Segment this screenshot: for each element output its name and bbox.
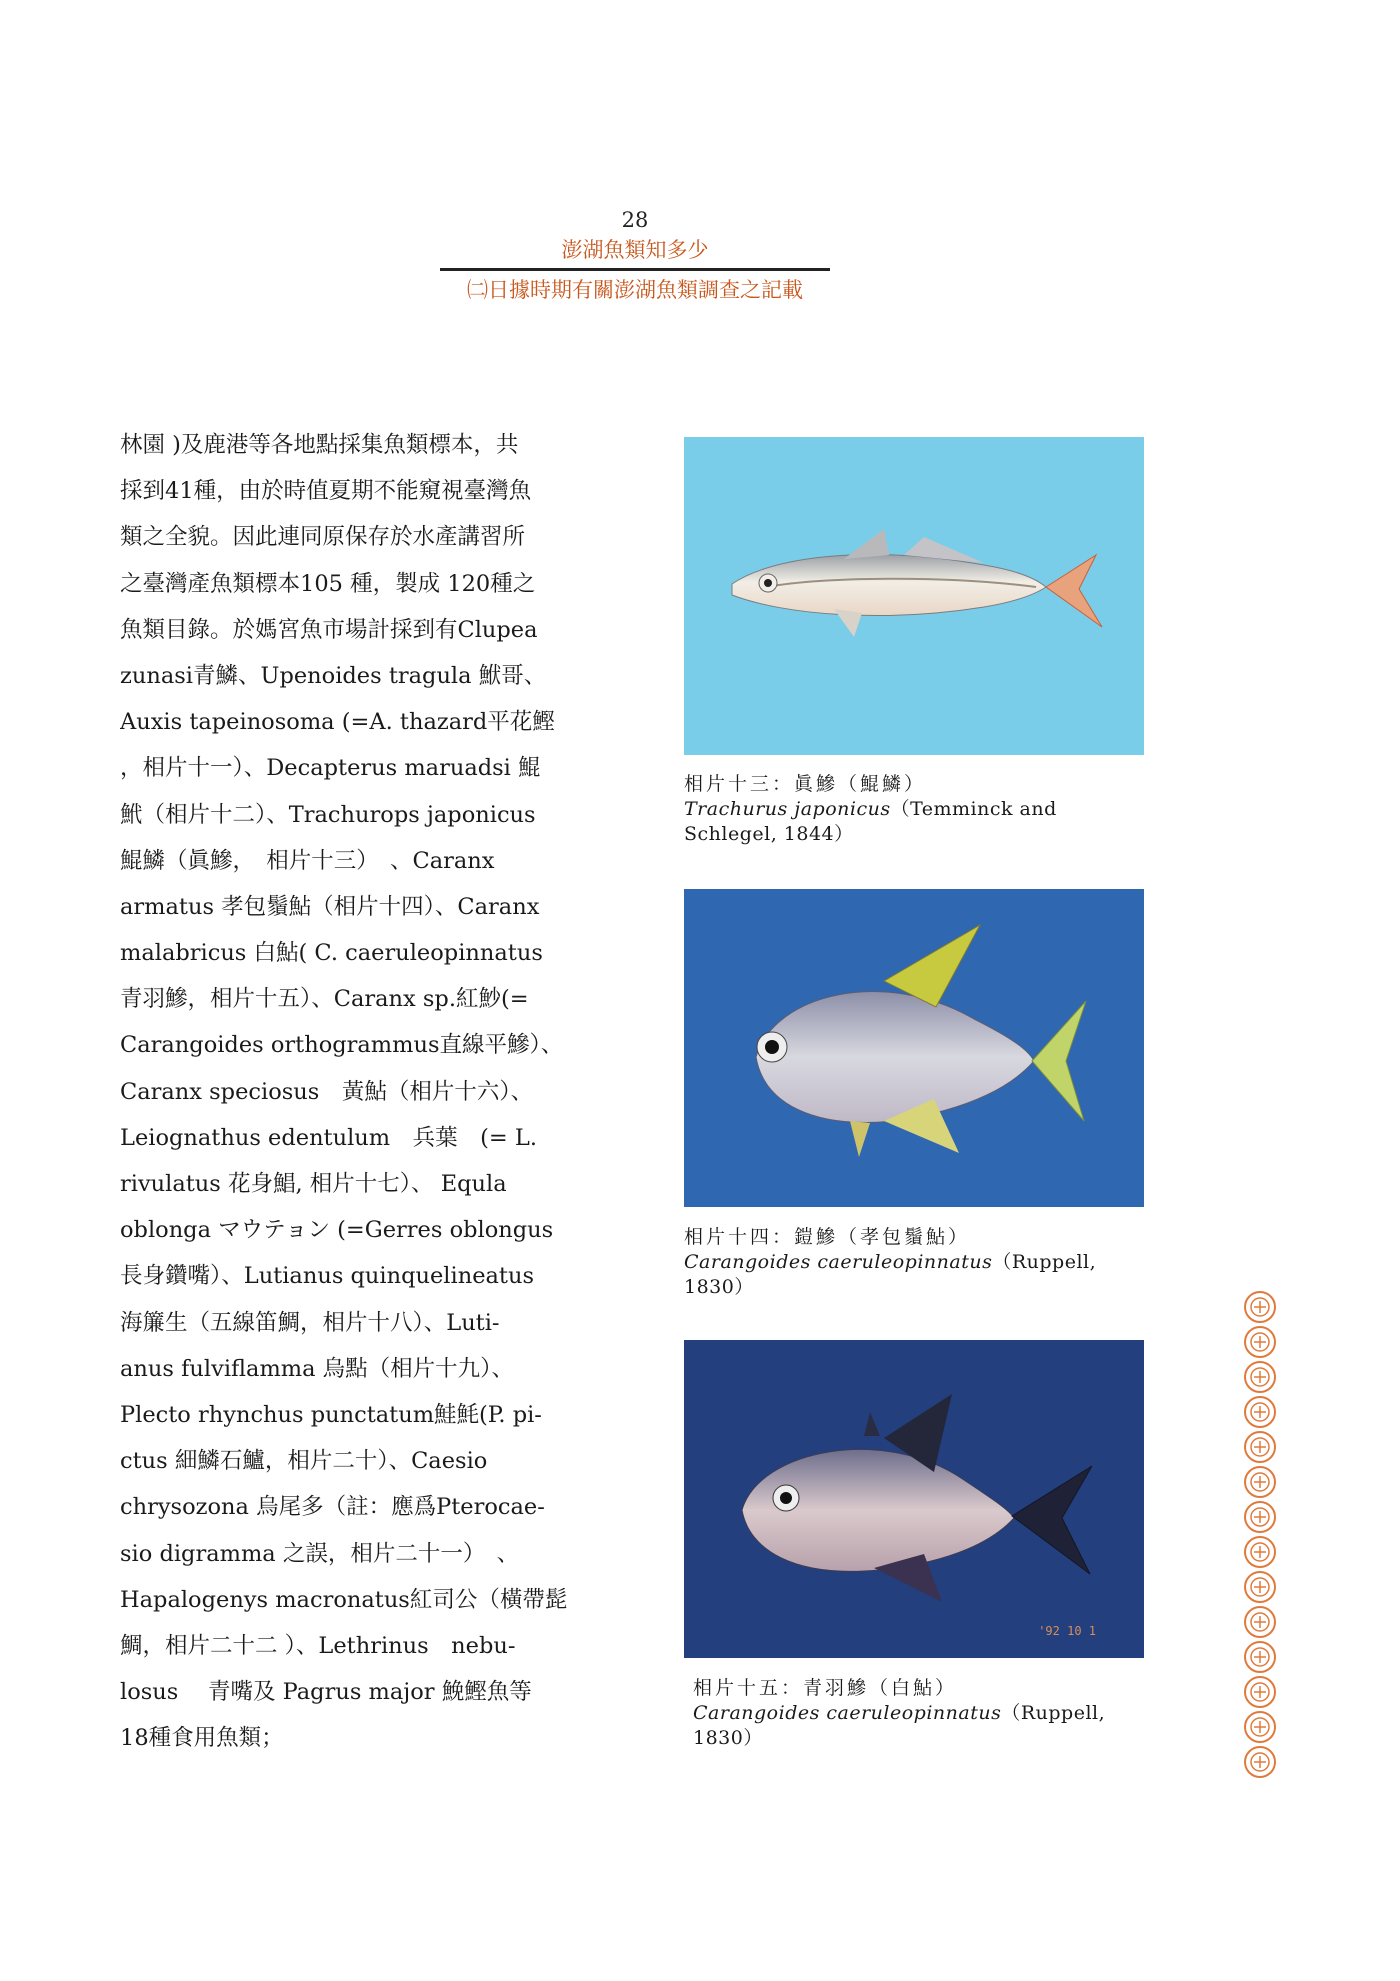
- header-rule: [440, 268, 830, 271]
- body-text-line: 採到41種，由於時值夏期不能窺視臺灣魚: [120, 478, 532, 505]
- body-text-line: Hapalogenys macronatus紅司公（橫帶髭: [120, 1586, 568, 1613]
- caption-author-cont: Schlegel, 1844）: [684, 823, 854, 845]
- caption-author: （Ruppell,: [992, 1251, 1097, 1273]
- seal-ornament-icon: [1245, 1432, 1275, 1462]
- body-text-line: 鯤鱗（眞鰺， 相片十三） 、Caranx: [120, 847, 495, 874]
- seal-ornament-icon: [1245, 1537, 1275, 1567]
- body-text-line: 鯛，相片二十二 ）、Lethrinus nebu-: [120, 1632, 516, 1659]
- page-number: 28: [621, 208, 649, 232]
- body-text-line: 青羽鰺，相片十五）、Caranx sp.紅魦(=: [120, 986, 529, 1013]
- seal-ornament-icon: [1245, 1327, 1275, 1357]
- caption-scientific-name: Trachurus japonicus: [684, 798, 891, 820]
- body-text-line: Auxis tapeinosoma (=A. thazard平花鰹: [120, 709, 555, 736]
- fish-trevally-icon: [684, 889, 1144, 1207]
- seal-ornament-icon: [1245, 1397, 1275, 1427]
- caption-author-cont: 1830）: [684, 1276, 754, 1298]
- body-text-line: 類之全貌。因此連同原保存於水產講習所: [120, 524, 526, 551]
- seal-ornament-icon: [1245, 1362, 1275, 1392]
- body-text-line: 鮘（相片十二）、Trachurops japonicus: [120, 801, 536, 828]
- body-text-line: zunasi青鱗、Upenoides tragula 鮲哥、: [120, 662, 547, 689]
- photo-carangoides-14: [684, 889, 1144, 1207]
- seal-ornament-icon: [1245, 1607, 1275, 1637]
- body-text-line: armatus 孝包鬚鮎（相片十四）、Caranx: [120, 893, 540, 920]
- book-title: 澎湖魚類知多少: [561, 238, 709, 262]
- body-text-line: 海簾生（五線笛鯛，相片十八）、Luti-: [120, 1309, 500, 1336]
- body-text-line: malabricus 白鮎( C. caeruleopinnatus: [120, 940, 543, 967]
- body-text-line: chrysozona 烏尾多（註：應爲Pterocae-: [120, 1494, 545, 1521]
- caption-author-cont: 1830）: [693, 1727, 763, 1749]
- seal-ornament-icon: [1245, 1712, 1275, 1742]
- ornamental-seal-strip-icon: [1242, 1290, 1278, 1780]
- seal-ornament-icon: [1245, 1572, 1275, 1602]
- photo-caption-14: [684, 1225, 1154, 1300]
- photo-caption-13: [684, 772, 1154, 847]
- caption-title: 相片十三：眞鰺（鯤鱗）: [684, 773, 927, 795]
- body-text-line: Caranx speciosus 黃鮎（相片十六）、: [120, 1078, 534, 1105]
- seal-ornament-icon: [1245, 1467, 1275, 1497]
- body-text-line: anus fulviflamma 烏點（相片十九）、: [120, 1355, 514, 1382]
- body-text-line: 魚類目錄。於媽宮魚市場計採到有Clupea: [120, 616, 538, 643]
- body-text-line: Plecto rhynchus punctatum鮭魹(P. pi-: [120, 1401, 542, 1428]
- section-title: ㈡日據時期有關澎湖魚類調查之記載: [467, 278, 803, 302]
- caption-scientific-name: Carangoides caeruleopinnatus: [684, 1251, 993, 1273]
- body-text-line: 18種食用魚類；: [120, 1725, 284, 1752]
- body-text-line: ctus 細鱗石鱸，相片二十）、Caesio: [120, 1448, 488, 1475]
- caption-author: （Ruppell,: [1001, 1702, 1106, 1724]
- body-text-line: Carangoides orthogrammus直線平鰺）、: [120, 1032, 564, 1059]
- seal-ornament-icon: [1245, 1677, 1275, 1707]
- seal-ornament-icon: [1245, 1502, 1275, 1532]
- body-text: [120, 422, 590, 1761]
- caption-title: 相片十五：青羽鰺（白鮎）: [693, 1677, 958, 1699]
- seal-ornament-icon: [1245, 1747, 1275, 1777]
- seal-ornament-icon: [1245, 1292, 1275, 1322]
- caption-author: （Temminck and: [890, 798, 1057, 820]
- body-text-line: 長身鑽嘴）、Lutianus quinquelineatus: [120, 1263, 534, 1290]
- body-text-line: oblonga マウテョン (=Gerres oblongus: [120, 1217, 554, 1244]
- fish-trevally-dark-icon: [684, 1340, 1144, 1658]
- caption-title: 相片十四：鎧鰺（孝包鬚鮎）: [684, 1226, 971, 1248]
- body-text-line: losus 青嘴及 Pagrus major 鮸鰹魚等: [120, 1679, 532, 1706]
- caption-scientific-name: Carangoides caeruleopinnatus: [693, 1702, 1002, 1724]
- page-header: [440, 205, 830, 305]
- seal-ornament-icon: [1245, 1642, 1275, 1672]
- body-text-line: sio digramma 之誤，相片二十一） 、: [120, 1540, 520, 1567]
- photo-carangoides-15: [684, 1340, 1144, 1658]
- photo-trachurus-japonicus: [684, 437, 1144, 755]
- body-text-line: 之臺灣產魚類標本105 種，製成 120種之: [120, 570, 536, 597]
- body-text-line: 林園 )及鹿港等各地點採集魚類標本，共: [120, 432, 519, 458]
- body-text-line: rivulatus 花身鯧, 相片十七）、 Equla: [120, 1171, 507, 1197]
- photo-date-stamp: '92 10 1: [1038, 1624, 1096, 1638]
- photo-caption-15: [693, 1676, 1163, 1751]
- fish-scad-icon: [684, 437, 1144, 755]
- body-text-line: Leiognathus edentulum 兵葉 (= L.: [120, 1124, 537, 1151]
- body-text-line: ，相片十一）、Decapterus maruadsi 鯤: [120, 755, 541, 782]
